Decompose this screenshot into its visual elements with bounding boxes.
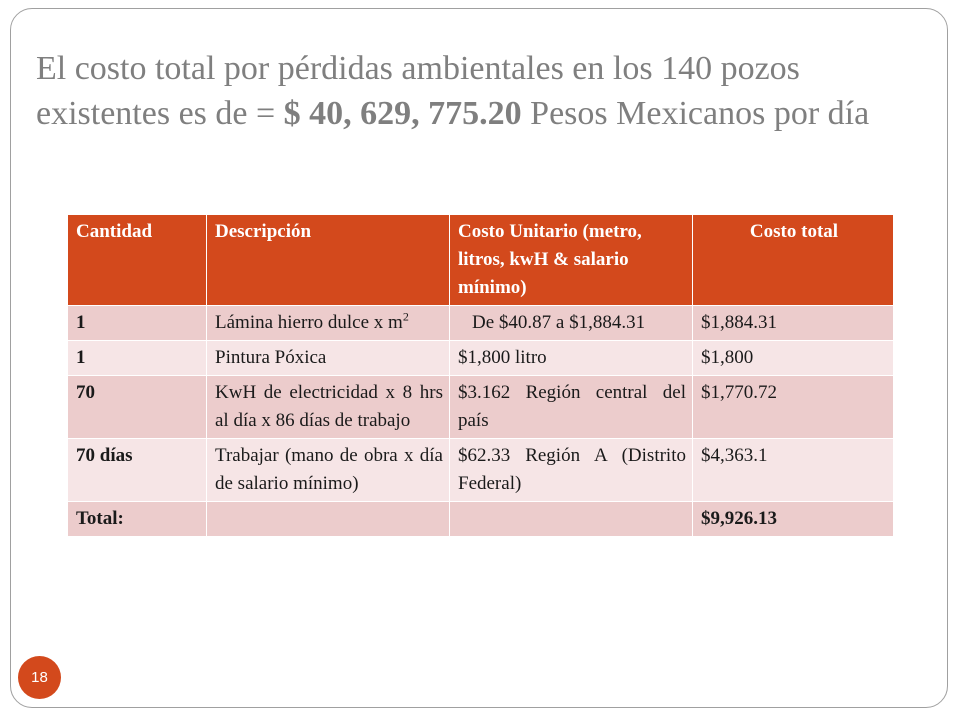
cell-costo-unitario: $62.33 Región A (Distrito Federal) bbox=[450, 439, 693, 502]
title-amount: $ 40, 629, 775.20 bbox=[283, 95, 522, 132]
cell-costo-unitario: $3.162 Región central del país bbox=[450, 376, 693, 439]
cell-descripcion bbox=[207, 306, 450, 341]
header-costo-total: Costo total bbox=[693, 215, 894, 306]
cell-descripcion: KwH de electricidad x 8 hrs al día x 86 días de trabajo bbox=[207, 376, 450, 439]
total-label: Total: bbox=[68, 502, 207, 537]
total-value: $9,926.13 bbox=[693, 502, 894, 537]
cell-empty bbox=[207, 502, 450, 537]
table-row bbox=[68, 341, 894, 376]
table-total-row bbox=[68, 502, 894, 537]
table-row bbox=[68, 376, 894, 439]
table-header-row bbox=[68, 215, 894, 306]
table-row bbox=[68, 439, 894, 502]
superscript: 2 bbox=[402, 309, 409, 324]
slide-title bbox=[36, 46, 926, 136]
cell-cantidad: 70 bbox=[68, 376, 207, 439]
descripcion-text: Lámina hierro dulce x m bbox=[215, 312, 403, 333]
cell-empty bbox=[450, 502, 693, 537]
page-number-badge: 18 bbox=[18, 656, 61, 699]
title-text-end: Pesos Mexicanos por día bbox=[530, 95, 870, 132]
cell-costo-total: $1,884.31 bbox=[693, 306, 894, 341]
cell-costo-total: $1,770.72 bbox=[693, 376, 894, 439]
cell-costo-total: $1,800 bbox=[693, 341, 894, 376]
cell-cantidad: 70 días bbox=[68, 439, 207, 502]
table-row bbox=[68, 306, 894, 341]
header-cantidad: Cantidad bbox=[68, 215, 207, 306]
header-descripcion: Descripción bbox=[207, 215, 450, 306]
cell-cantidad: 1 bbox=[68, 306, 207, 341]
cell-descripcion: Trabajar (mano de obra x día de salario mínimo) bbox=[207, 439, 450, 502]
title-text-start: El costo total por pérdidas ambientales en los 140 pozos existentes es de = bbox=[36, 50, 800, 132]
cell-descripcion: Pintura Póxica bbox=[207, 341, 450, 376]
cell-costo-unitario: $1,800 litro bbox=[450, 341, 693, 376]
cell-costo-unitario: De $40.87 a $1,884.31 bbox=[450, 306, 693, 341]
cost-table bbox=[67, 214, 894, 537]
cell-cantidad: 1 bbox=[68, 341, 207, 376]
cell-costo-total: $4,363.1 bbox=[693, 439, 894, 502]
header-costo-unitario: Costo Unitario (metro, litros, kwH & salario mínimo) bbox=[450, 215, 693, 306]
